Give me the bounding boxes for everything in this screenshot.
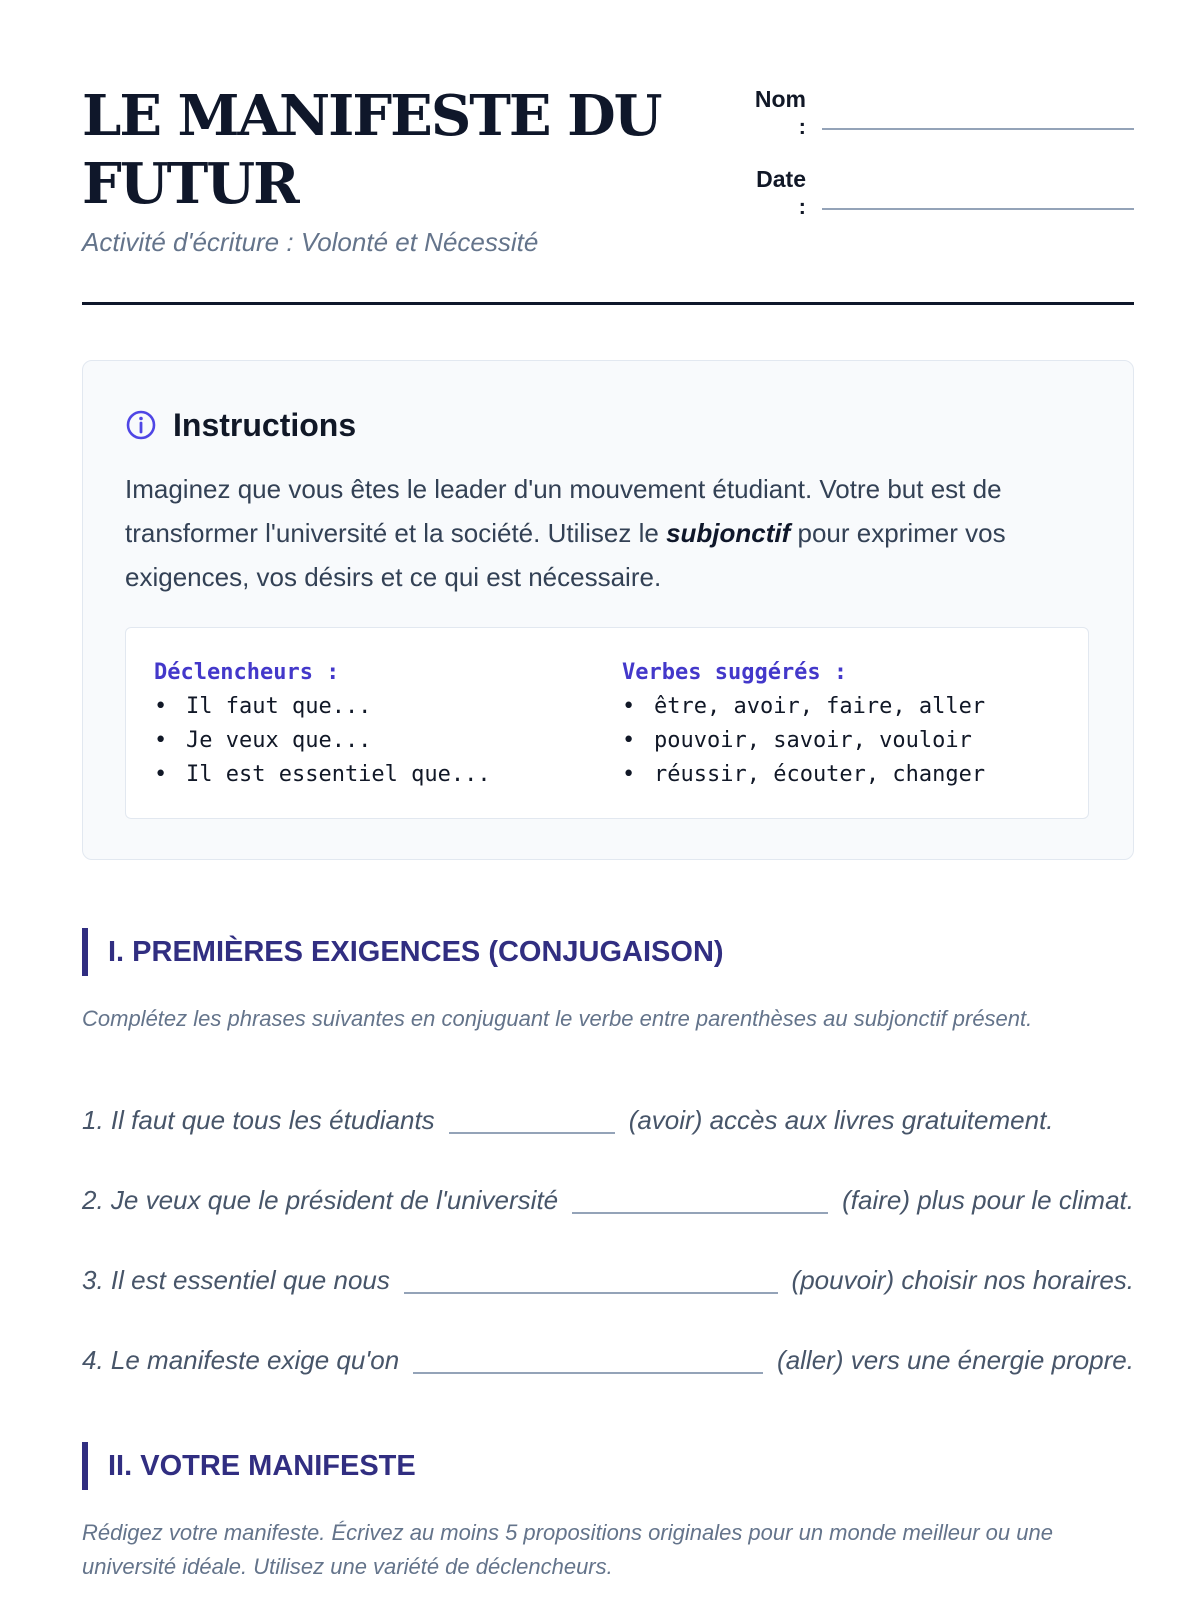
question-4-answer-blank[interactable] xyxy=(413,1370,763,1374)
instructions-text-after: pour exprimer vos exigences, vos désirs et ce qui est nécessaire. xyxy=(125,518,1006,592)
triggers-column xyxy=(154,656,491,792)
trigger-item: • Il est essentiel que... xyxy=(154,758,491,792)
instructions-text-emphasis: subjonctif xyxy=(666,518,791,548)
question-3-text: 3. Il est essentiel que nous xyxy=(82,1265,390,1295)
question-2 xyxy=(82,1172,1134,1216)
triggers-list xyxy=(154,690,491,792)
verbs-column xyxy=(622,656,985,792)
name-field[interactable] xyxy=(752,82,1134,142)
verb-item: • pouvoir, savoir, vouloir xyxy=(622,724,985,758)
question-4-hint: (aller) vers une énergie propre. xyxy=(777,1345,1134,1375)
verb-item: • réussir, écouter, changer xyxy=(622,758,985,792)
date-field-line[interactable] xyxy=(822,208,1134,210)
verbs-heading: Verbes suggérés : xyxy=(622,660,848,685)
question-2-text: 2. Je veux que le président de l'université xyxy=(82,1185,559,1215)
question-2-hint: (faire) plus pour le climat. xyxy=(842,1185,1134,1215)
section-2-title: II. VOTRE MANIFESTE xyxy=(108,1450,416,1482)
question-1-answer-blank[interactable] xyxy=(449,1130,615,1134)
reference-box xyxy=(125,627,1089,819)
instructions-title: Instructions xyxy=(173,407,357,443)
section-2-description: Rédigez votre manifeste. Écrivez au moins 5 propositions originales pour un monde meilleur ou une université idéale. Utilisez une variété de déclencheurs. xyxy=(82,1520,1053,1579)
question-4-text: 4. Le manifeste exige qu'on xyxy=(82,1345,400,1375)
verb-item: • être, avoir, faire, aller xyxy=(622,690,985,724)
page-subtitle: Activité d'écriture : Volonté et Nécessité xyxy=(82,227,539,257)
question-3-hint: (pouvoir) choisir nos horaires. xyxy=(791,1265,1134,1295)
date-field-colon: : xyxy=(798,194,806,219)
instructions-text-before: Imaginez que vous êtes le leader d'un mouvement étudiant. Votre but est de transformer l'université et la société. Utilisez le xyxy=(125,474,1002,548)
section-1-description: Complétez les phrases suivantes en conjuguant le verbe entre parenthèses au subjonctif présent. xyxy=(82,1006,1033,1031)
triggers-heading: Déclencheurs : xyxy=(154,660,340,685)
question-1 xyxy=(82,1092,1134,1136)
date-field-label: Date xyxy=(756,166,806,192)
name-field-colon: : xyxy=(798,114,806,139)
page-title: LE MANIFESTE DU FUTUR xyxy=(82,83,661,217)
section-1-accent-bar xyxy=(82,928,88,976)
header-divider xyxy=(82,302,1134,305)
question-2-answer-blank[interactable] xyxy=(572,1210,828,1214)
question-1-text: 1. Il faut que tous les étudiants xyxy=(82,1105,435,1135)
name-field-line[interactable] xyxy=(822,128,1134,130)
section-1-title: I. PREMIÈRES EXIGENCES (CONJUGAISON) xyxy=(108,936,724,968)
info-icon xyxy=(125,409,157,441)
name-field-label: Nom xyxy=(754,86,806,112)
trigger-item: • Il faut que... xyxy=(154,690,491,724)
section-2-accent-bar xyxy=(82,1442,88,1490)
question-1-hint: (avoir) accès aux livres gratuitement. xyxy=(628,1105,1054,1135)
date-field[interactable] xyxy=(752,162,1134,222)
verbs-list xyxy=(622,690,985,792)
instructions-text xyxy=(125,467,1095,599)
question-3 xyxy=(82,1252,1134,1296)
instructions-box xyxy=(82,360,1134,860)
question-3-answer-blank[interactable] xyxy=(404,1290,778,1294)
trigger-item: • Je veux que... xyxy=(154,724,491,758)
question-4 xyxy=(82,1332,1134,1376)
